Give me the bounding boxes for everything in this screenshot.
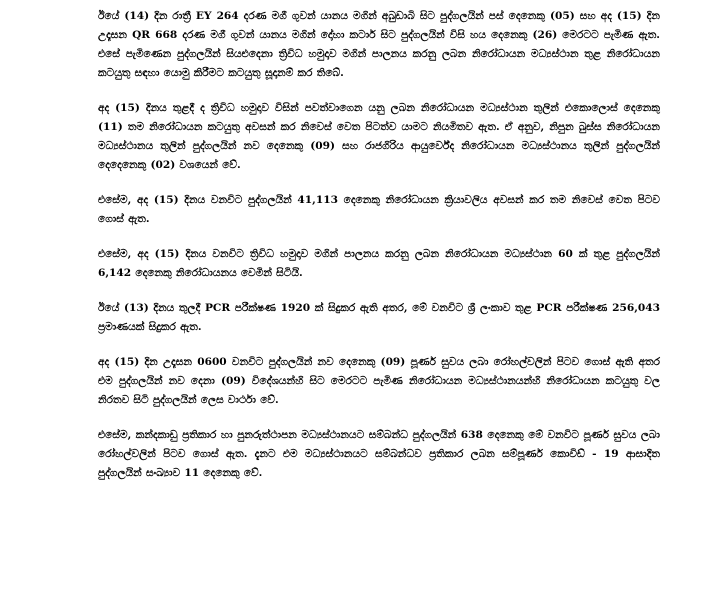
paragraph-kandakadu: එසේම, කන්දකාඩු ප්‍රතිකාර හා පුනරුත්ථාපන මධ්‍යස්ථානයට සම්බන්ධ පුද්ගලයින් 638 දෙනෙකු මේ වනවිට පූර්ණ සුවය ලබා රෝහල්වලින් පිටව ගොස් ඇත. දැනට එම මධ්‍යස්ථානයට සම්බන්ධව ප්‍රතිකාර ලබන සම්පූර්ණ කොවිඩ් - 19 ආසාදිත පුද්ගලයින් සංඛ්‍යාව 11 දෙනෙකු වේ.: [98, 429, 660, 479]
paragraph-completed-quarantine: එසේම, අද (15) දිනය වනවිට පුද්ගලයින් 41,113 දෙනෙකු නිරෝධායන ක්‍රියාවලිය අවසන් කර තම නිවෙස් වෙත පිටව ගොස් ඇත.: [98, 194, 660, 225]
paragraph-current-quarantine: එසේම, අද (15) දිනය වනවිට ත්‍රිවිධ හමුදාව මගින් පාලනය කරනු ලබන නිරෝධායන මධ්‍යස්ථාන 60 ක් තුළ පුද්ගලයින් 6,142 දෙනෙකු නිරෝධායනය වෙමින් සිටියි.: [98, 248, 660, 279]
document-body: [98, 7, 660, 483]
paragraph-recoveries: අද (15) දින උදෑසන 0600 වනවිට පුද්ගලයින් නව දෙනෙකු (09) පූර්ණ සුවය ලබා රෝහල්වලින් පිටව ගොස් ඇති අතර එම පුද්ගලයින් නව දෙනා (09) විදේශයන්හි සිට මෙරටට පැමිණ නිරෝධායන මධ්‍යස්ථානයන්හි නිරෝධායන කටයුතු වල නිරතව සිටි පුද්ගලයින් ලෙස වාර්ථා වේ.: [98, 356, 660, 406]
paragraph-quarantine-release: අද (15) දිනය තුළදී ද ත්‍රිවිධ හමුදාව විසින් පවත්වාගෙන යනු ලබන නිරෝධායන මධ්‍යස්ථාන තුලින් එකොලොස් දෙනෙකු (11) තම නිරෝධායන කටයුතු අවසන් කර නිවෙස් වෙත පිටත්ව යාමට නියමිතව ඇත. ඒ අනුව, නිපුන බුස්ස නිරෝධායන මධ්‍යස්ථානය තුලින් පුද්ගලයින් නව දෙනෙකු (09) සහ රාජගිරිය ආයුර්වේද නිරෝධායන මධ්‍යස්ථානය තුලින් පුද්ගලයින් දෙදෙනෙකු (02) වශයෙන් වේ.: [98, 102, 660, 171]
paragraph-arrivals: ඊයේ (14) දින රාත්‍රී EY 264 දරණ මගී ගුවන් යානය මගින් අබුඩාබි සිට පුද්ගලයින් පස් දෙනෙකු (05) සහ අද (15) දින උදෑසන QR 668 දරණ මගී ගුවන් යානය මගින් දෝහා කටාර් සිට පුද්ගලයින් විසි හය දෙනෙකු (26) මෙරටට පැමිණ ඇත. එසේ පැමිණෙන පුද්ගලයින් සියළුදෙනා ත්‍රිවිධ හමුදාව මගින් පාලනය කරනු ලබන නිරෝධායන මධ්‍යස්ථාන තුළ නිරෝධායන කටයුතු සඳහා යොමු කිරීමට කටයුතු සූදානම් කර තිබේ.: [98, 10, 660, 79]
paragraph-pcr-tests: ඊයේ (13) දිනය තුලදී PCR පරීක්ෂණ 1920 ක් සිදුකර ඇති අතර, මේ වනවිට ශ්‍රී ලංකාව තුළ PCR පරීක්ෂණ 256,043 ප්‍රමාණයක් සිදුකර ඇත.: [98, 302, 660, 333]
